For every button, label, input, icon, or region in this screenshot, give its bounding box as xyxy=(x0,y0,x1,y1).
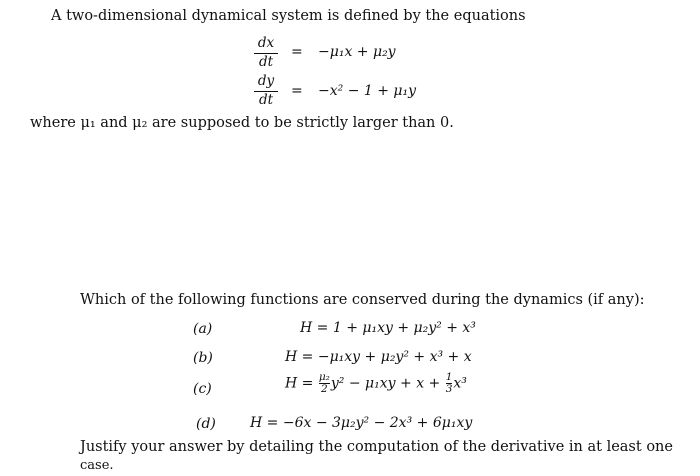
eq1-numerator: dx xyxy=(257,35,275,51)
option-c-frac2-den: 3 xyxy=(445,383,453,395)
option-c-frac2-num: 1 xyxy=(445,371,453,383)
instruction-line-1: Justify your answer by detailing the computation of the derivative in at least one xyxy=(80,439,673,455)
question-prompt: Which of the following functions are conserved during the dynamics (if any): xyxy=(80,292,645,308)
option-c-pre: H = xyxy=(285,375,318,392)
eq2-denominator: dt xyxy=(258,92,274,108)
equation-1-lhs xyxy=(254,36,278,70)
option-a-label: (a) xyxy=(193,321,213,337)
eq2-numerator: dy xyxy=(257,73,275,89)
option-b-label: (b) xyxy=(193,350,213,366)
eq1-equals: = xyxy=(291,44,303,60)
instruction-line-2: case. xyxy=(80,458,114,473)
option-c-post: x³ xyxy=(453,375,467,392)
eq2-rhs: −x² − 1 + μ₁y xyxy=(318,83,417,99)
option-c-fraction-1 xyxy=(319,372,330,395)
option-a-formula: H = 1 + μ₁xy + μ₂y² + x³ xyxy=(300,320,476,336)
intro-text: A two-dimensional dynamical system is defined by the equations xyxy=(51,8,526,24)
option-c-fraction-2 xyxy=(446,372,453,395)
eq1-rhs: −μ₁x + μ₂y xyxy=(318,44,396,60)
option-b-formula: H = −μ₁xy + μ₂y² + x³ + x xyxy=(285,349,472,365)
option-d-label: (d) xyxy=(196,416,216,432)
option-c-formula xyxy=(285,372,467,395)
option-c-frac1-num: μ₂ xyxy=(318,371,330,383)
option-d-formula: H = −6x − 3μ₂y² − 2x³ + 6μ₁xy xyxy=(250,415,473,431)
option-c-label: (c) xyxy=(193,381,212,397)
option-c-mid: y² − μ₁xy + x + xyxy=(330,375,445,392)
option-c-frac1-den: 2 xyxy=(319,383,330,395)
eq1-denominator: dt xyxy=(258,54,274,70)
eq2-equals: = xyxy=(291,83,303,99)
condition-text: where μ₁ and μ₂ are supposed to be strictly larger than 0. xyxy=(30,115,454,131)
equation-2-lhs xyxy=(254,74,278,108)
